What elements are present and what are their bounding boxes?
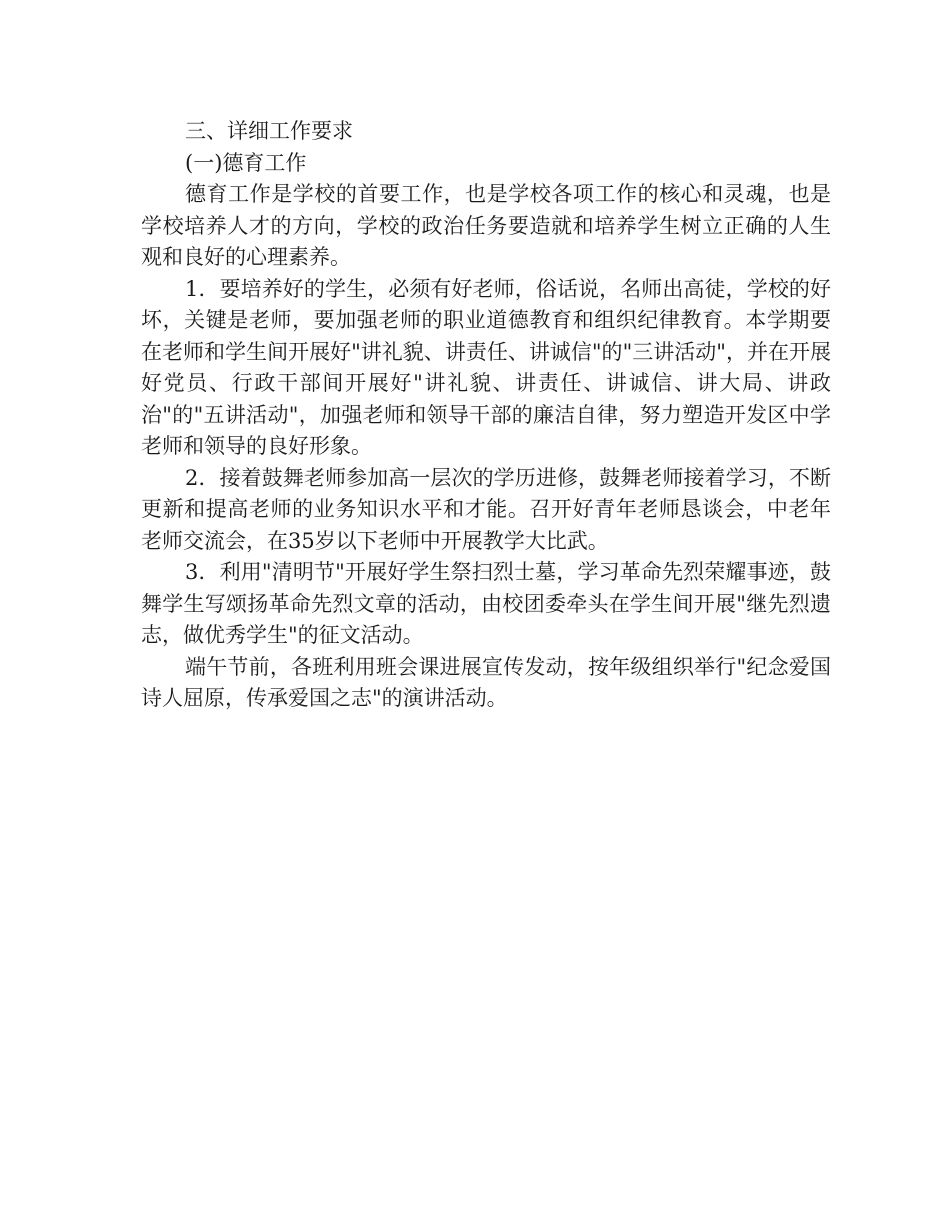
paragraph-intro: 德育工作是学校的首要工作，也是学校各项工作的核心和灵魂，也是学校培养人才的方向，学校的政治任务要造就和培养学生树立正确的人生观和良好的心理素养。 <box>141 182 831 269</box>
paragraph-item-3: 3．利用"清明节"开展好学生祭扫烈士墓，学习革命先烈荣耀事迹，鼓舞学生写颂扬革命先烈文章的活动，由校团委牵头在学生间开展"继先烈遗志，做优秀学生"的征文活动。 <box>141 560 831 647</box>
paragraph-item-1: 1．要培养好的学生，必须有好老师，俗话说，名师出高徒，学校的好坏，关键是老师，要加强老师的职业道德教育和组织纪律教育。本学期要在老师和学生间开展好"讲礼貌、讲责任、讲诚信"的"三讲活动"，并在开展好党员、行政干部间开展好"讲礼貌、讲责任、讲诚信、讲大局、讲政治"的"五讲活动"，加强老师和领导干部的廉洁自律，努力塑造开发区中学老师和领导的良好形象。 <box>141 276 831 458</box>
section-heading: 三、详细工作要求 <box>185 119 353 143</box>
sub-heading: (一)德育工作 <box>185 150 307 175</box>
paragraph-item-2: 2．接着鼓舞老师参加高一层次的学历进修，鼓舞老师接着学习，不断更新和提高老师的业务知识水平和才能。召开好青年老师恳谈会，中老年老师交流会，在35岁以下老师中开展教学大比武。 <box>141 465 831 553</box>
paragraph-dragon-boat: 端午节前，各班利用班会课进展宣传发动，按年级组织举行"纪念爱国诗人屈原，传承爱国之志"的演讲活动。 <box>141 654 831 710</box>
document-body <box>141 116 831 715</box>
